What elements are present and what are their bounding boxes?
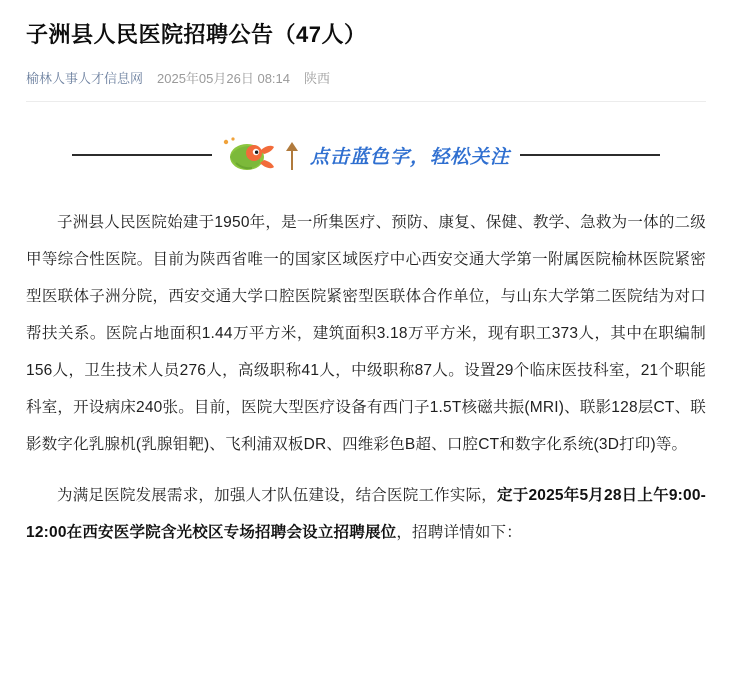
arrow-up-icon bbox=[282, 140, 302, 170]
paragraph-2-text-tail: ，招聘详情如下： bbox=[396, 524, 522, 541]
paragraph-2 bbox=[26, 477, 706, 551]
paragraph-2-text-emphasis: 定于2025年5月28日上午9:00-12:00在西安医学院含光校区专场招聘会设立招聘展位 bbox=[26, 487, 707, 541]
fish-icon bbox=[220, 133, 276, 177]
article-meta bbox=[26, 68, 706, 87]
banner-line-right bbox=[520, 154, 660, 156]
paragraph-1 bbox=[26, 204, 706, 463]
paragraph-2-text-lead: 为满足医院发展需求，加强人才队伍建设，结合医院工作实际， bbox=[57, 487, 498, 504]
paragraph-1-text: 子洲县人民医院始建于1950年，是一所集医疗、预防、康复、保健、教学、急救为一体的二级甲等综合性医院。目前为陕西省唯一的国家区域医疗中心西安交通大学第一附属医院榆林医院紧密型医联体子洲分院，西安交通大学口腔医院紧密型医联体合作单位，与山东大学第二医院结为对口帮扶关系。医院占地面积1.44万平方米，建筑面积3.18万平方米，现有职工373人，其中在职编制156人，卫生技术人员276人，高级职称41人，中级职称87人。设置29个临床医技科室，21个职能科室，开设病床240张。目前，医院大型医疗设备有西门子1.5T核磁共振(MRI)、联影128层CT、联影数字化乳腺机(乳腺钼靶)、飞利浦双板DR、四维彩色B超、口腔CT和数字化系统(3D打印)等。 bbox=[26, 214, 706, 453]
follow-banner[interactable] bbox=[26, 124, 706, 186]
meta-source[interactable]: 榆林人事人才信息网 bbox=[26, 71, 144, 86]
meta-date: 2025年05月26日 08:14 bbox=[157, 71, 290, 86]
page-title: 子洲县人民医院招聘公告（47人） bbox=[26, 22, 367, 47]
banner-line-left bbox=[72, 154, 212, 156]
header-divider bbox=[26, 101, 706, 102]
article-body bbox=[26, 204, 706, 551]
banner-text[interactable]: 点击蓝色字，轻松关注 bbox=[309, 145, 510, 168]
banner-center bbox=[220, 133, 510, 177]
meta-region: 陕西 bbox=[304, 71, 331, 86]
